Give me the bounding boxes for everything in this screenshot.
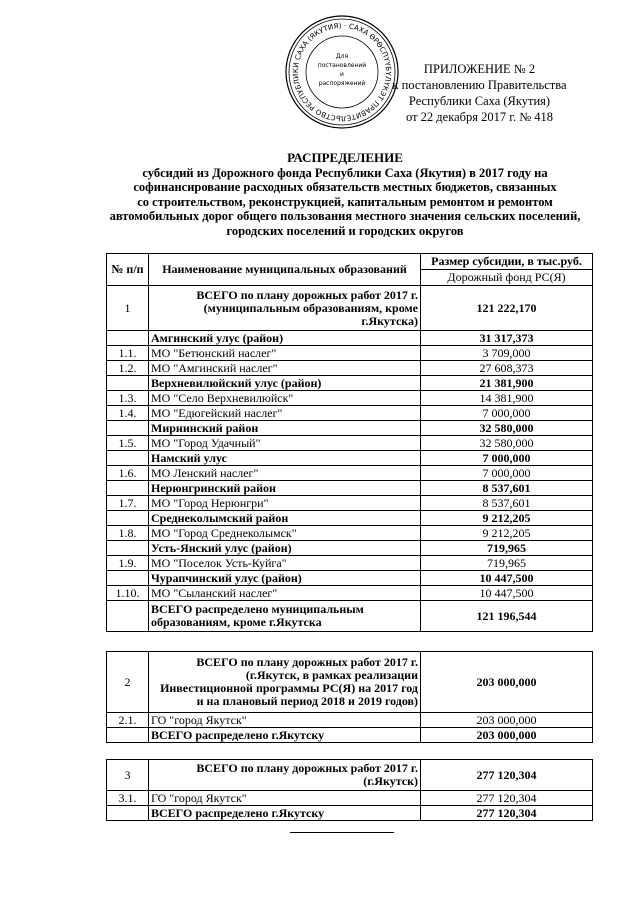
- row-num: [107, 421, 149, 436]
- heading-line-2: софинансирование расходных обязательств местных бюджетов, связанных: [133, 180, 557, 195]
- row-amount: 3 709,000: [421, 346, 593, 361]
- t2-row-name: ГО "город Якутск": [149, 713, 421, 728]
- row-amount: 7 000,000: [421, 466, 593, 481]
- row-num: [107, 376, 149, 391]
- row-name: МО "Село Верхневилюйск": [149, 391, 421, 406]
- total-name: ВСЕГО по плану дорожных работ 2017 г. (муниципальным образованиям, кроме г.Якутска): [149, 286, 421, 331]
- district-row: [107, 451, 593, 466]
- municipality-row: [107, 391, 593, 406]
- t3-amount: 277 120,304: [421, 760, 593, 791]
- heading-line-4: автомобильных дорог общего пользования местного значения сельских поселений,: [109, 209, 581, 224]
- row-num: 1.4.: [107, 406, 149, 421]
- district-row: [107, 481, 593, 496]
- row-amount: 7 000,000: [421, 451, 593, 466]
- row-num: 1.9.: [107, 556, 149, 571]
- row-name: МО "Город Нерюнгри": [149, 496, 421, 511]
- row-amount: 32 580,000: [421, 436, 593, 451]
- t3-row-num: 3.1.: [107, 791, 149, 806]
- municipality-row: [107, 556, 593, 571]
- subsidy-table-1: [106, 253, 593, 632]
- header-col-num: № п/п: [107, 254, 149, 286]
- row-num: 1.2.: [107, 361, 149, 376]
- row-amount: 7 000,000: [421, 406, 593, 421]
- row-num: 1.6.: [107, 466, 149, 481]
- t3-row-amount: 277 120,304: [421, 791, 593, 806]
- t2-name: ВСЕГО по плану дорожных работ 2017 г. (г.Якутск, в рамках реализации Инвестиционной программы РС(Я) на 2017 год и на плановый период 2018 и 2019 годов): [149, 652, 421, 713]
- distributed-amount: 121 196,544: [421, 601, 593, 632]
- row-amount: 9 212,205: [421, 526, 593, 541]
- t2-row-amount: 203 000,000: [421, 713, 593, 728]
- row-name: МО "Едюгейский наслег": [149, 406, 421, 421]
- header-col-amount: Размер субсидии, в тыс.руб.: [421, 254, 593, 270]
- heading-line-3: со строительством, реконструкцией, капитальным ремонтом и ремонтом: [137, 194, 553, 209]
- appendix-block: [392, 61, 567, 125]
- row-num: [107, 571, 149, 586]
- row-num: 1.7.: [107, 496, 149, 511]
- t3-num: 3: [107, 760, 149, 791]
- distributed-num: [107, 601, 149, 632]
- row-num: 1.5.: [107, 436, 149, 451]
- district-rows: [107, 331, 593, 601]
- municipality-row: [107, 406, 593, 421]
- row-amount: 719,965: [421, 541, 593, 556]
- header-col-amount-sub: Дорожный фонд РС(Я): [421, 270, 593, 286]
- municipality-row: [107, 436, 593, 451]
- appendix-line-3: Республики Саха (Якутия): [408, 94, 551, 108]
- t3-dist-name: ВСЕГО распределено г.Якутску: [149, 806, 421, 821]
- municipality-row: [107, 466, 593, 481]
- row-amount: 21 381,900: [421, 376, 593, 391]
- row-amount: 8 537,601: [421, 481, 593, 496]
- seal-center-line-3: и: [340, 71, 344, 78]
- municipality-row: [107, 496, 593, 511]
- row-name: Чурапчинский улус (район): [149, 571, 421, 586]
- document-title: РАСПРЕДЕЛЕНИЕ: [287, 150, 403, 165]
- row-name: МО Ленский наслег": [149, 466, 421, 481]
- t3-row-name: ГО "город Якутск": [149, 791, 421, 806]
- row-name: Верхневилюйский улус (район): [149, 376, 421, 391]
- heading-line-1: субсидий из Дорожного фонда Республики Саха (Якутия) в 2017 году на: [142, 165, 548, 180]
- seal-center-line-4: распоряжений: [318, 80, 366, 87]
- t2-dist-amount: 203 000,000: [421, 728, 593, 743]
- header-col-name: Наименование муниципальных образований: [149, 254, 421, 286]
- row-name: Амгинский улус (район): [149, 331, 421, 346]
- row-name: МО "Город Удачный": [149, 436, 421, 451]
- district-row: [107, 541, 593, 556]
- row-amount: 10 447,500: [421, 586, 593, 601]
- appendix-line-1: ПРИЛОЖЕНИЕ № 2: [423, 62, 536, 76]
- district-row: [107, 421, 593, 436]
- heading-line-5: городских поселений и городских округов: [226, 223, 464, 238]
- row-name: МО "Бетюнский наслег": [149, 346, 421, 361]
- row-num: 1.10.: [107, 586, 149, 601]
- row-num: 1.3.: [107, 391, 149, 406]
- official-seal: [284, 14, 400, 130]
- t2-row-num: 2.1.: [107, 713, 149, 728]
- municipality-row: [107, 586, 593, 601]
- row-num: [107, 451, 149, 466]
- total-num: 1: [107, 286, 149, 331]
- row-amount: 10 447,500: [421, 571, 593, 586]
- appendix-line-2: к постановлению Правительства: [392, 78, 567, 92]
- row-amount: 8 537,601: [421, 496, 593, 511]
- row-num: 1.1.: [107, 346, 149, 361]
- t2-amount: 203 000,000: [421, 652, 593, 713]
- row-num: [107, 331, 149, 346]
- row-name: Намский улус: [149, 451, 421, 466]
- row-amount: 27 608,373: [421, 361, 593, 376]
- seal-center-line-2: постановлений: [317, 62, 367, 69]
- row-name: МО "Город Среднеколымск": [149, 526, 421, 541]
- t2-num: 2: [107, 652, 149, 713]
- t3-dist-amount: 277 120,304: [421, 806, 593, 821]
- appendix-line-4: от 22 декабря 2017 г. № 418: [405, 110, 553, 124]
- t3-name: ВСЕГО по плану дорожных работ 2017 г. (г.Якутск): [149, 760, 421, 791]
- t2-dist-name: ВСЕГО распределено г.Якутску: [149, 728, 421, 743]
- row-num: [107, 511, 149, 526]
- row-name: МО "Поселок Усть-Куйга": [149, 556, 421, 571]
- row-name: МО "Сыланский наслег": [149, 586, 421, 601]
- t2-dist-num: [107, 728, 149, 743]
- seal-ring-text: ПРАВИТЕЛЬСТВО РЕСПУБЛИКИ САХА (ЯКУТИЯ) · САХА ӨРӨСПҮҮБҮЛҮКЭТИН: [290, 20, 394, 124]
- district-row: [107, 331, 593, 346]
- district-row: [107, 376, 593, 391]
- document-heading: [60, 151, 630, 239]
- row-amount: 31 317,373: [421, 331, 593, 346]
- row-name: Усть-Янский улус (район): [149, 541, 421, 556]
- row-amount: 32 580,000: [421, 421, 593, 436]
- row-amount: 9 212,205: [421, 511, 593, 526]
- seal-center-line-1: Для: [335, 53, 349, 60]
- row-amount: 14 381,900: [421, 391, 593, 406]
- row-num: [107, 481, 149, 496]
- district-row: [107, 511, 593, 526]
- row-name: Среднеколымский район: [149, 511, 421, 526]
- distributed-name: ВСЕГО распределено муниципальным образованиям, кроме г.Якутска: [149, 601, 421, 632]
- row-name: Мирнинский район: [149, 421, 421, 436]
- municipality-row: [107, 361, 593, 376]
- municipality-row: [107, 346, 593, 361]
- t3-dist-num: [107, 806, 149, 821]
- row-num: [107, 541, 149, 556]
- district-row: [107, 571, 593, 586]
- row-amount: 719,965: [421, 556, 593, 571]
- total-amount: 121 222,170: [421, 286, 593, 331]
- row-num: 1.8.: [107, 526, 149, 541]
- subsidy-table-3: [106, 759, 593, 821]
- municipality-row: [107, 526, 593, 541]
- footer-divider: [290, 832, 394, 833]
- row-name: МО "Амгинский наслег": [149, 361, 421, 376]
- subsidy-table-2: [106, 651, 593, 743]
- row-name: Нерюнгринский район: [149, 481, 421, 496]
